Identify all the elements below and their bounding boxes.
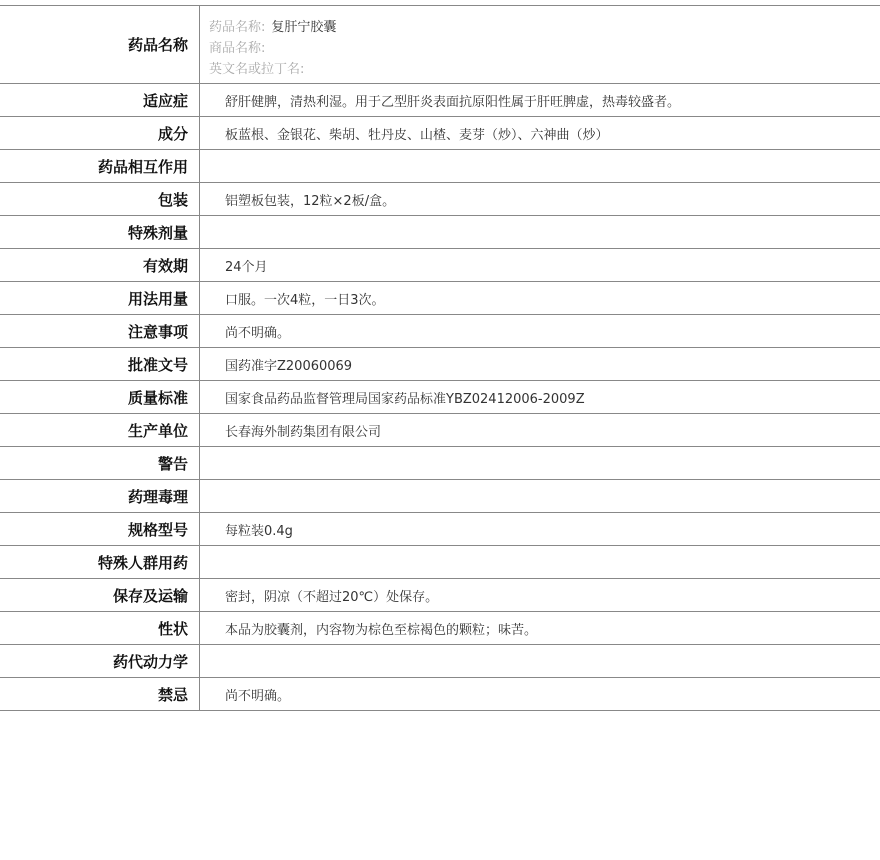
row-precautions: [0, 315, 880, 348]
row-value: 舒肝健脾，清热利湿。用于乙型肝炎表面抗原阳性属于肝旺脾虚，热毒较盛者。: [225, 94, 681, 110]
row-label: 用法用量: [0, 282, 200, 314]
row-value: [200, 546, 880, 578]
row-packaging: [0, 183, 880, 216]
row-value: 国家食品药品监督管理局国家药品标准YBZ02412006-2009Z: [225, 391, 585, 407]
row-indications: [0, 84, 880, 117]
generic-name-value: 复肝宁胶囊: [271, 20, 337, 35]
row-value: 国药准字Z20060069: [225, 358, 353, 374]
row-value: 口服。一次4粒，一日3次。: [225, 292, 385, 308]
row-label: 生产单位: [0, 414, 200, 446]
drug-name-row: [0, 6, 880, 84]
row-label: 保存及运输: [0, 579, 200, 611]
row-storage: [0, 579, 880, 612]
row-label: 药理毒理: [0, 480, 200, 512]
row-contraindications: [0, 678, 880, 711]
row-value: 每粒装0.4g: [225, 523, 293, 539]
row-label: 性状: [0, 612, 200, 644]
row-label: 成分: [0, 117, 200, 149]
row-value: [200, 150, 880, 182]
row-dosage: [0, 282, 880, 315]
row-label: 警告: [0, 447, 200, 479]
row-label: 规格型号: [0, 513, 200, 545]
row-label: 禁忌: [0, 678, 200, 710]
row-quality-standard: [0, 381, 880, 414]
drug-info-table: [0, 5, 880, 711]
row-label: 有效期: [0, 249, 200, 281]
row-value: [200, 480, 880, 512]
trade-name-line: [209, 38, 880, 59]
row-label: 质量标准: [0, 381, 200, 413]
row-warning: [0, 447, 880, 480]
row-shelf-life: [0, 249, 880, 282]
english-name-line: [209, 59, 880, 80]
row-manufacturer: [0, 414, 880, 447]
row-value: 板蓝根、金银花、柴胡、牡丹皮、山楂、麦芽（炒）、六神曲（炒）: [225, 127, 609, 143]
row-label: 适应症: [0, 84, 200, 116]
row-value: [200, 645, 880, 677]
row-value: 尚不明确。: [225, 325, 291, 341]
row-value: 密封，阴凉（不超过20℃）处保存。: [225, 589, 439, 605]
row-value: 尚不明确。: [225, 688, 291, 704]
row-specification: [0, 513, 880, 546]
row-interactions: [0, 150, 880, 183]
generic-name-label: 药品名称:: [209, 20, 266, 35]
row-value: [200, 447, 880, 479]
row-pharmacology: [0, 480, 880, 513]
row-approval-number: [0, 348, 880, 381]
row-label: 特殊人群用药: [0, 546, 200, 578]
row-value: 铝塑板包装，12粒×2板/盒。: [225, 193, 396, 209]
trade-name-label: 商品名称:: [209, 41, 266, 56]
row-ingredients: [0, 117, 880, 150]
row-label: 特殊剂量: [0, 216, 200, 248]
row-pharmacokinetics: [0, 645, 880, 678]
row-description: [0, 612, 880, 645]
row-special-dosage: [0, 216, 880, 249]
row-special-populations: [0, 546, 880, 579]
drug-name-heading: 药品名称: [0, 6, 200, 83]
generic-name-line: [209, 17, 880, 38]
row-value: 本品为胶囊剂，内容物为棕色至棕褐色的颗粒；味苦。: [225, 622, 538, 638]
row-label: 包装: [0, 183, 200, 215]
drug-name-details: [200, 6, 880, 83]
row-label: 批准文号: [0, 348, 200, 380]
row-value: 长春海外制药集团有限公司: [225, 424, 382, 440]
row-value: [200, 216, 880, 248]
row-value: 24个月: [225, 259, 268, 275]
row-label: 注意事项: [0, 315, 200, 347]
row-label: 药品相互作用: [0, 150, 200, 182]
english-name-label: 英文名或拉丁名:: [209, 62, 305, 77]
row-label: 药代动力学: [0, 645, 200, 677]
